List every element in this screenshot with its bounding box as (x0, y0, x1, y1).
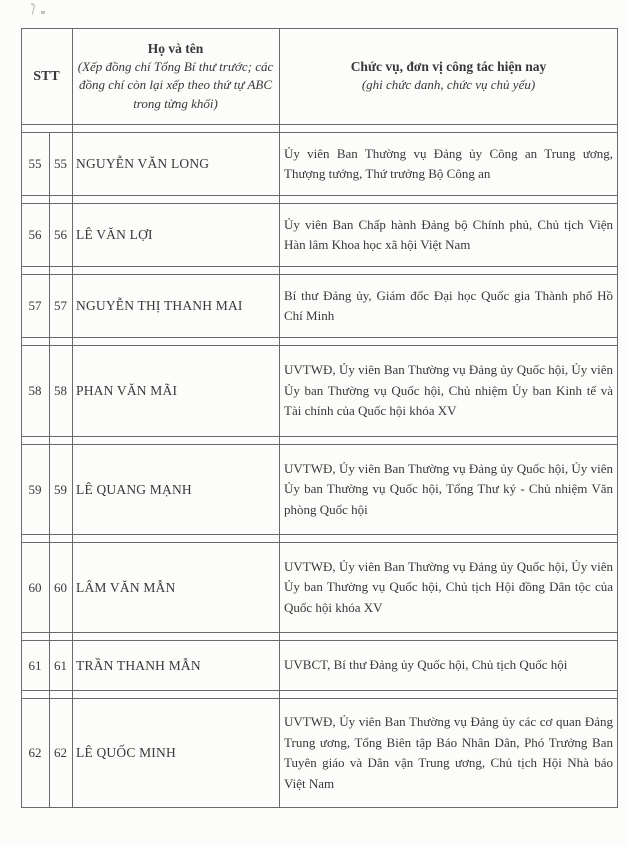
table-row (21, 345, 618, 437)
stt-value: 55 (54, 156, 67, 171)
stt-value: 61 (28, 657, 42, 673)
cell-stt-right (49, 204, 72, 266)
pen-dot-icon (41, 11, 45, 14)
cell-stt-left (21, 543, 49, 632)
cell-stt-right (49, 346, 72, 436)
header-cell-position (279, 29, 618, 124)
person-name: NGUYỄN THỊ THANH MAI (76, 298, 243, 313)
stt-value: 59 (54, 481, 67, 497)
cell-stt-left (21, 133, 49, 195)
stt-value: 58 (28, 383, 42, 398)
stt-value: 55 (28, 156, 42, 171)
person-name: PHAN VĂN MÃI (76, 383, 178, 398)
cell-stt-left (21, 641, 49, 690)
cell-name (72, 346, 279, 436)
table-row (21, 542, 618, 633)
person-position: UVTWĐ, Ủy viên Ban Thường vụ Đảng ủy Quốc hội, Ủy viên Ủy ban Thường vụ Quốc hội, Chủ nhiệm Ủy ban Kinh tế và Tài chính của Quốc hội khóa XV (284, 362, 613, 419)
cell-stt-left (21, 204, 49, 266)
table-row (21, 444, 618, 535)
cell-position (279, 543, 618, 632)
stt-value: 60 (28, 579, 42, 595)
table-header-row (21, 28, 618, 125)
cell-stt-left (21, 445, 49, 534)
cell-position (279, 445, 618, 534)
cell-position (279, 275, 618, 337)
header-position-title: Chức vụ, đơn vị công tác hiện nay (350, 59, 547, 75)
cell-name (72, 641, 279, 690)
cell-name (72, 699, 279, 807)
stt-value: 56 (54, 227, 67, 242)
cell-name (72, 204, 279, 266)
cell-name (72, 275, 279, 337)
stt-value: 58 (54, 383, 67, 398)
stt-value: 57 (54, 298, 67, 313)
person-name: LÊ QUỐC MINH (76, 745, 176, 760)
table-row (21, 203, 618, 267)
header-stt-label: STT (33, 68, 60, 84)
stt-value: 62 (28, 745, 42, 760)
person-position: UVTWĐ, Ủy viên Ban Thường vụ Đảng ủy các cơ quan Đảng Trung ương, Tổng Biên tập Báo Nhân Dân, Phó Trưởng Ban Tuyên giáo và Dân vận Trung ương, Chủ tịch Hội Nhà báo Việt Nam (284, 714, 613, 791)
stt-value: 59 (28, 481, 42, 497)
stt-value: 60 (54, 579, 67, 595)
header-cell-name (72, 29, 279, 124)
cell-stt-right (49, 641, 72, 690)
person-position: Ủy viên Ban Thường vụ Đảng ủy Công an Trung ương, Thượng tướng, Thứ trưởng Bộ Công an (284, 145, 613, 181)
person-position: UVBCT, Bí thư Đảng ủy Quốc hội, Chủ tịch Quốc hội (284, 657, 568, 673)
header-name-note: (Xếp đồng chí Tổng Bí thư trước; các đồng chí còn lại xếp theo thứ tự ABC trong từng khối) (77, 58, 274, 111)
person-name: LÂM VĂN MẪN (76, 579, 176, 595)
cell-position (279, 699, 618, 807)
stt-value: 57 (28, 298, 42, 313)
person-position: UVTWĐ, Ủy viên Ban Thường vụ Đảng ủy Quốc hội, Ủy viên Ủy ban Thường vụ Quốc hội, Tổng Thư ký - Chủ nhiệm Văn phòng Quốc hội (284, 460, 613, 517)
cell-stt-right (49, 275, 72, 337)
cell-name (72, 133, 279, 195)
cell-position (279, 346, 618, 436)
cell-stt-left (21, 346, 49, 436)
header-name-title: Họ và tên (147, 40, 204, 56)
person-name: TRẦN THANH MẪN (76, 657, 201, 673)
stt-value: 56 (28, 227, 42, 242)
cell-position (279, 641, 618, 690)
cell-stt-right (49, 445, 72, 534)
person-name: NGUYỄN VĂN LONG (76, 156, 210, 171)
cell-position (279, 133, 618, 195)
table-row (21, 132, 618, 196)
header-position-note: (ghi chức danh, chức vụ chủ yếu) (361, 77, 536, 93)
cell-stt-left (21, 699, 49, 807)
person-name: LÊ VĂN LỢI (76, 227, 153, 242)
person-position: UVTWĐ, Ủy viên Ban Thường vụ Đảng ủy Quốc hội, Ủy viên Ủy ban Thường vụ Quốc hội, Chủ tịch Hội đồng Dân tộc của Quốc hội khóa XV (284, 558, 613, 615)
table-row (21, 274, 618, 338)
cell-name (72, 445, 279, 534)
person-name: LÊ QUANG MẠNH (76, 481, 192, 497)
cell-position (279, 204, 618, 266)
table-row (21, 698, 618, 808)
stt-value: 61 (54, 657, 67, 673)
person-position: Ủy viên Ban Chấp hành Đảng bộ Chính phủ, Chủ tịch Viện Hàn lâm Khoa học xã hội Việt Nam (284, 216, 613, 252)
cell-name (72, 543, 279, 632)
table-row (21, 640, 618, 691)
cell-stt-right (49, 699, 72, 807)
personnel-table (21, 28, 618, 808)
header-cell-stt (21, 29, 72, 124)
person-position: Bí thư Đảng ủy, Giám đốc Đại học Quốc gia Thành phố Hồ Chí Minh (284, 287, 613, 323)
stt-value: 62 (54, 745, 67, 760)
pen-scribble-icon (26, 3, 35, 14)
cell-stt-right (49, 543, 72, 632)
cell-stt-right (49, 133, 72, 195)
cell-stt-left (21, 275, 49, 337)
